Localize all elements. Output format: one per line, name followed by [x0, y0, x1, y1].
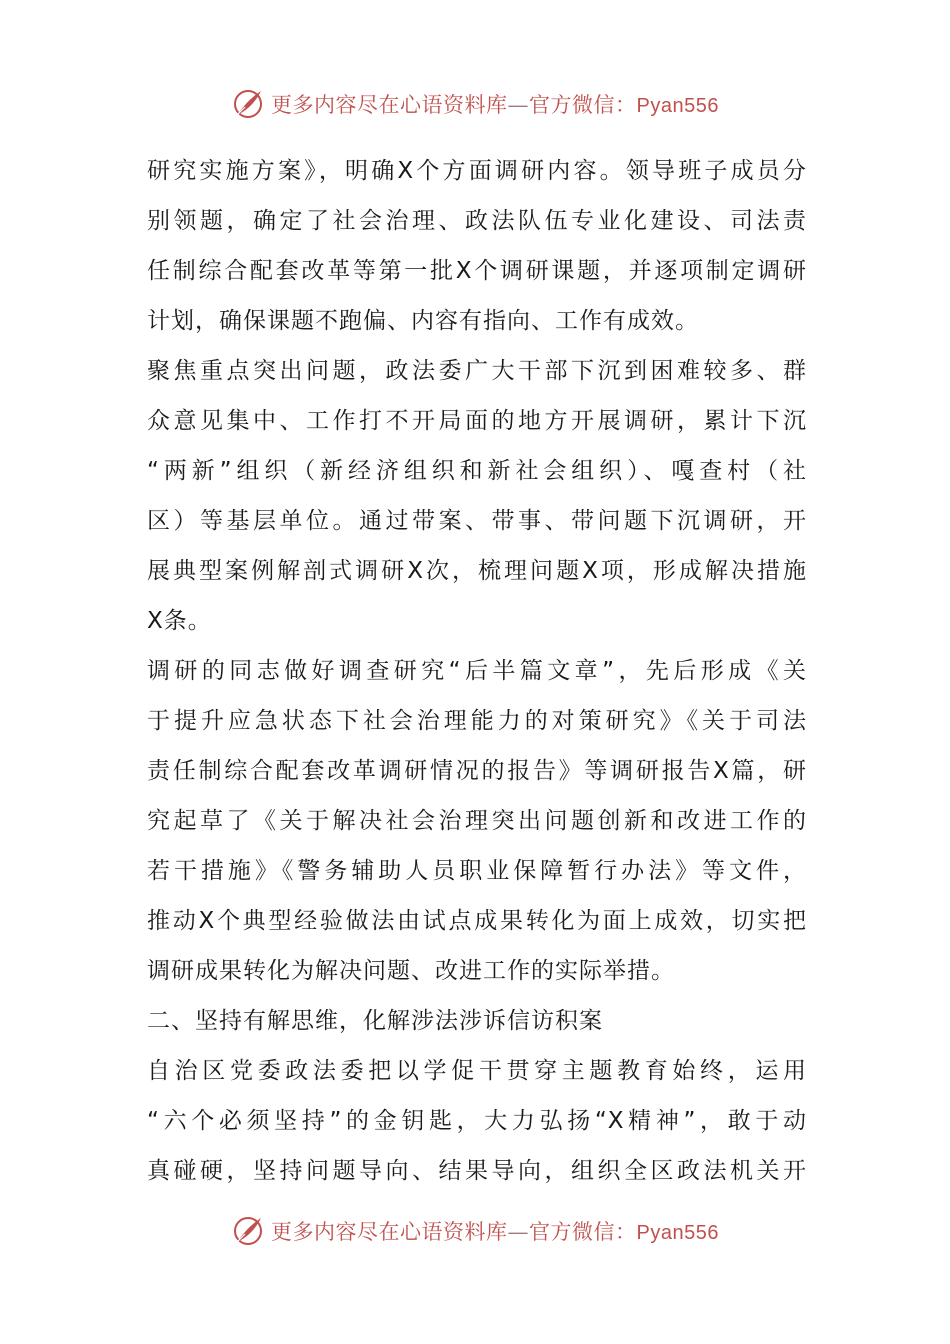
body-line: 调研的同志做好调查研究“后半篇文章”，先后形成《关 [147, 658, 807, 684]
body-line: 究起草了《关于解决社会治理突出问题创新和改进工作的 [147, 808, 807, 834]
watermark-wechat-id: Pyan556 [636, 95, 719, 117]
watermark-site-text: 更多内容尽在心语资料库 [271, 1220, 508, 1244]
body-line: “六个必须坚持”的金钥匙，大力弘扬“X精神”，敢于动 [147, 1108, 807, 1134]
body-line: 责任制综合配套改革调研情况的报告》等调研报告X篇，研 [147, 758, 807, 784]
section-heading: 二、坚持有解思维，化解涉法涉诉信访积案 [147, 1008, 603, 1034]
quill-pen-logo-icon [231, 87, 265, 121]
body-line: 研究实施方案》，明确X个方面调研内容。领导班子成员分 [147, 158, 807, 184]
body-line: 计划，确保课题不跑偏、内容有指向、工作有成效。 [147, 308, 699, 334]
watermark-text [271, 1216, 719, 1246]
body-line: 展典型案例解剖式调研X次，梳理问题X项，形成解决措施 [147, 558, 807, 584]
watermark-group [231, 87, 719, 121]
footer-watermark [0, 1211, 950, 1251]
watermark-contact-label: 官方微信： [529, 1220, 637, 1244]
watermark-dash: — [507, 93, 530, 117]
body-line: 别领题，确定了社会治理、政法队伍专业化建设、司法责 [147, 208, 807, 234]
body-line: 推动X个典型经验做法由试点成果转化为面上成效，切实把 [147, 908, 807, 934]
body-line: 调研成果转化为解决问题、改进工作的实际举措。 [147, 958, 675, 984]
watermark-text [271, 89, 719, 119]
body-line: 若干措施》《警务辅助人员职业保障暂行办法》等文件， [147, 858, 807, 884]
body-line: X条。 [147, 608, 212, 634]
document-body [147, 146, 807, 1196]
watermark-contact-label: 官方微信： [529, 93, 637, 117]
body-line: 自治区党委政法委把以学促干贯穿主题教育始终，运用 [147, 1058, 807, 1084]
body-line: 任制综合配套改革等第一批X个调研课题，并逐项制定调研 [147, 258, 807, 284]
body-line: 区）等基层单位。通过带案、带事、带问题下沉调研，开 [147, 508, 807, 534]
body-line: 真碰硬，坚持问题导向、结果导向，组织全区政法机关开 [147, 1158, 807, 1184]
watermark-dash: — [507, 1220, 530, 1244]
watermark-wechat-id: Pyan556 [636, 1222, 719, 1244]
body-line: 聚焦重点突出问题，政法委广大干部下沉到困难较多、群 [147, 358, 807, 384]
body-line: 于提升应急状态下社会治理能力的对策研究》《关于司法 [147, 708, 807, 734]
watermark-group [231, 1214, 719, 1248]
watermark-site-text: 更多内容尽在心语资料库 [271, 93, 508, 117]
quill-pen-logo-icon [231, 1214, 265, 1248]
header-watermark [0, 84, 950, 124]
body-line: 众意见集中、工作打不开局面的地方开展调研，累计下沉 [147, 408, 807, 434]
body-line: “两新”组织（新经济组织和新社会组织）、嘎查村（社 [147, 458, 807, 484]
